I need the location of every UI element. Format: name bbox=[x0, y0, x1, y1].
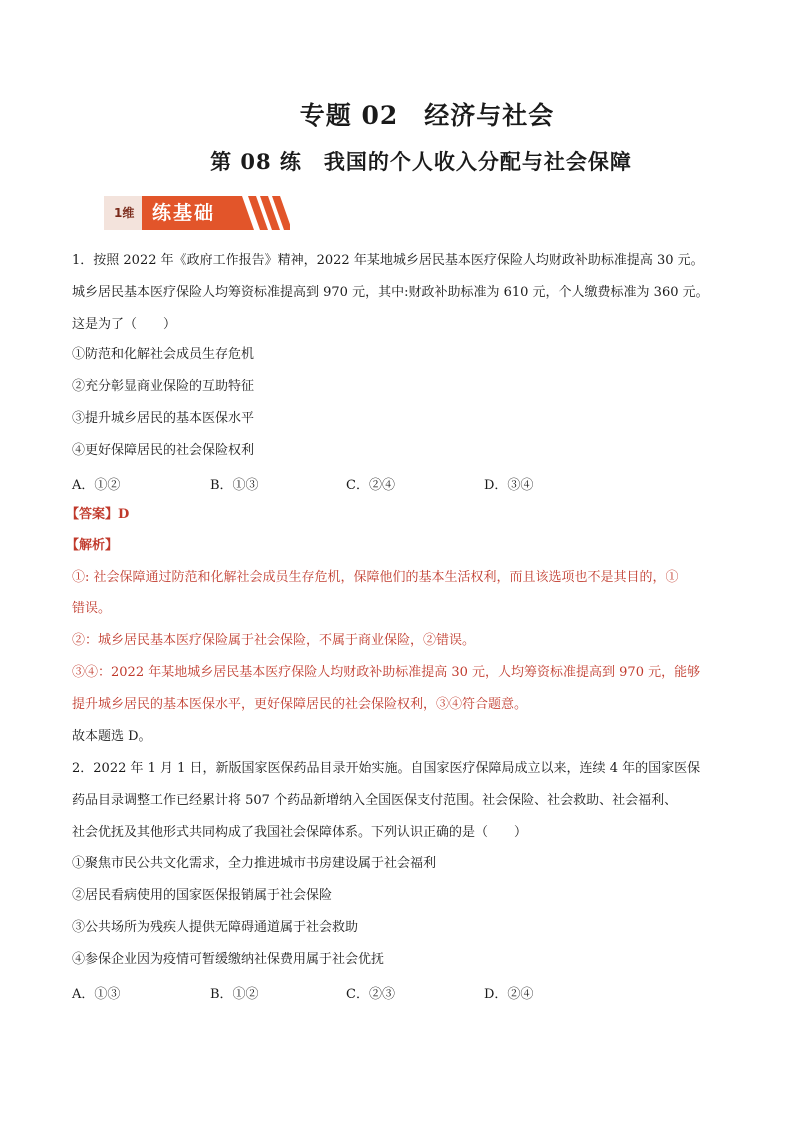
q2-stem-line-1: 2．2022 年 1 月 1 日，新版国家医保药品目录开始实施。自国家医疗保障局成立以来，连续 4 年的国家医保 bbox=[72, 761, 701, 776]
banner-label: 练基础 bbox=[152, 202, 216, 224]
q1-conclusion: 故本题选 D。 bbox=[72, 729, 152, 744]
q1-item-4: ④更好保障居民的社会保险权利 bbox=[72, 443, 255, 458]
q2-stem-line-2: 药品目录调整工作已经累计将 507 个药品新增纳入全国医保支付范围。社会保险、社会救助、社会福利、 bbox=[72, 793, 678, 808]
q1-item-1: ①防范和化解社会成员生存危机 bbox=[72, 347, 255, 362]
q1-analysis-line-3: ②：城乡居民基本医疗保险属于社会保险，不属于商业保险，②错误。 bbox=[72, 633, 476, 648]
q1-item-2: ②充分彰显商业保险的互助特征 bbox=[72, 379, 255, 394]
q2-item-2: ②居民看病使用的国家医保报销属于社会保险 bbox=[72, 888, 333, 903]
q2-item-4: ④参保企业因为疫情可暂缓缴纳社保费用属于社会优抚 bbox=[72, 952, 385, 967]
q2-option-b: B．①② bbox=[210, 987, 259, 1002]
q2-option-c: C．②③ bbox=[346, 987, 395, 1002]
q1-option-c: C．②④ bbox=[346, 478, 395, 493]
document-title: 专题 02 经济与社会 bbox=[299, 101, 555, 130]
q1-analysis-line-5: 提升城乡居民的基本医保水平，更好保障居民的社会保险权利，③④符合题意。 bbox=[72, 697, 528, 712]
q1-option-d: D．③④ bbox=[484, 478, 534, 493]
q1-option-b: B．①③ bbox=[210, 478, 259, 493]
q1-stem-line-1: 1．按照 2022 年《政府工作报告》精神，2022 年某地城乡居民基本医疗保险人均财政补助标准提高 30 元。 bbox=[72, 253, 704, 268]
q2-option-a: A．①③ bbox=[72, 987, 121, 1002]
q1-analysis-heading: 【解析】 bbox=[66, 538, 119, 553]
q1-stem-line-2: 城乡居民基本医疗保险人均筹资标准提高到 970 元，其中:财政补助标准为 610 元，个人缴费标准为 360 元。 bbox=[72, 285, 709, 300]
q1-analysis-line-2: 错误。 bbox=[72, 601, 112, 616]
q1-stem-line-3: 这是为了（ ） bbox=[72, 317, 177, 332]
document-subtitle: 第 08 练 我国的个人收入分配与社会保障 bbox=[210, 149, 632, 174]
q2-stem-line-3: 社会优抚及其他形式共同构成了我国社会保障体系。下列认识正确的是（ ） bbox=[72, 825, 528, 840]
q1-item-3: ③提升城乡居民的基本医保水平 bbox=[72, 411, 255, 426]
banner-badge: 1维 bbox=[114, 206, 135, 220]
q2-option-d: D．②④ bbox=[484, 987, 534, 1002]
q2-item-1: ①聚焦市民公共文化需求，全力推进城市书房建设属于社会福利 bbox=[72, 856, 437, 871]
q1-answer: 【答案】D bbox=[66, 507, 130, 522]
q1-analysis-line-4: ③④：2022 年某地城乡居民基本医疗保险人均财政补助标准提高 30 元，人均筹资标准提高到 970 元，能够 bbox=[72, 665, 701, 680]
q2-item-3: ③公共场所为残疾人提供无障碍通道属于社会救助 bbox=[72, 920, 359, 935]
section-banner bbox=[100, 190, 290, 234]
q1-analysis-line-1: ①: 社会保障通过防范和化解社会成员生存危机，保障他们的基本生活权利，而且该选项也不是其目的，① bbox=[72, 570, 679, 585]
q1-option-a: A．①② bbox=[72, 478, 121, 493]
